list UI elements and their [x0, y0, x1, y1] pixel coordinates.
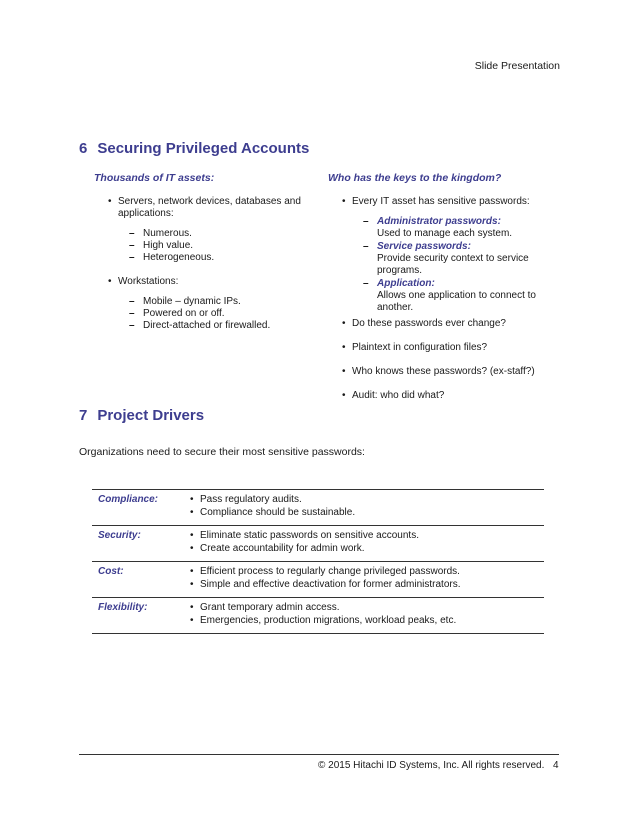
left-subtitle: Thousands of IT assets: — [94, 172, 215, 184]
row-items — [190, 526, 544, 562]
list-item: • Who knows these passwords? (ex-staff?) — [342, 366, 553, 378]
section-7-heading — [79, 407, 204, 424]
section-number: 6 — [79, 140, 88, 157]
header-title: Slide Presentation — [474, 60, 560, 72]
role-item — [363, 216, 553, 240]
list-item — [342, 196, 553, 314]
table-row — [92, 490, 544, 526]
table-row — [92, 562, 544, 598]
table-row — [92, 526, 544, 562]
list-item: • Eliminate static passwords on sensitive accounts. — [190, 529, 544, 542]
list-item: • Pass regulatory audits. — [190, 493, 544, 506]
list-item: • Efficient process to regularly change privileged passwords. — [190, 565, 544, 578]
list-item: – Powered on or off. — [129, 308, 330, 320]
list-item: • Create accountability for admin work. — [190, 542, 544, 555]
left-column — [94, 172, 330, 344]
row-label: Security: — [98, 530, 141, 541]
list-item: – High value. — [129, 240, 330, 252]
role-desc: Allows one application to connect to another. — [377, 290, 536, 313]
list-item: • Compliance should be sustainable. — [190, 506, 544, 519]
row-label: Flexibility: — [98, 602, 148, 613]
right-subtitle: Who has the keys to the kingdom? — [328, 172, 502, 184]
role-item — [363, 241, 553, 277]
page-number: 4 — [553, 760, 559, 771]
list-item: – Direct-attached or firewalled. — [129, 320, 330, 332]
list-item: • Emergencies, production migrations, workload peaks, etc. — [190, 614, 544, 627]
table-row — [92, 598, 544, 634]
bullet-text: Servers, network devices, databases and applications: — [118, 196, 301, 219]
bullet-text: Workstations: — [118, 276, 179, 287]
list-item — [108, 276, 330, 332]
bullet-text: Every IT asset has sensitive passwords: — [352, 196, 530, 207]
role-desc: Used to manage each system. — [377, 228, 513, 239]
copyright: © 2015 Hitachi ID Systems, Inc. All rights reserved. — [318, 760, 545, 771]
list-item: – Heterogeneous. — [129, 252, 330, 264]
list-item: • Grant temporary admin access. — [190, 601, 544, 614]
role-title: Administrator passwords: — [377, 216, 501, 227]
role-title: Service passwords: — [377, 241, 471, 252]
row-items — [190, 490, 544, 526]
footer-divider — [79, 754, 559, 755]
row-label: Compliance: — [98, 494, 159, 505]
list-item: • Plaintext in configuration files? — [342, 342, 553, 354]
drivers-table — [92, 489, 544, 634]
section-6-heading — [79, 140, 309, 157]
list-item: – Mobile – dynamic IPs. — [129, 296, 330, 308]
role-item — [363, 278, 553, 314]
right-column — [328, 172, 553, 414]
row-items — [190, 562, 544, 598]
list-item: • Do these passwords ever change? — [342, 318, 553, 330]
list-item: • Simple and effective deactivation for former administrators. — [190, 578, 544, 591]
list-item: • Audit: who did what? — [342, 390, 553, 402]
role-desc: Provide security context to service programs. — [377, 253, 529, 276]
section-title: Securing Privileged Accounts — [97, 140, 310, 157]
section-intro: Organizations need to secure their most sensitive passwords: — [79, 446, 365, 458]
row-label: Cost: — [98, 566, 124, 577]
section-number: 7 — [79, 407, 88, 424]
list-item: – Numerous. — [129, 228, 330, 240]
list-item — [108, 196, 330, 264]
row-items — [190, 598, 544, 634]
role-title: Application: — [377, 278, 435, 289]
section-title: Project Drivers — [97, 407, 205, 424]
